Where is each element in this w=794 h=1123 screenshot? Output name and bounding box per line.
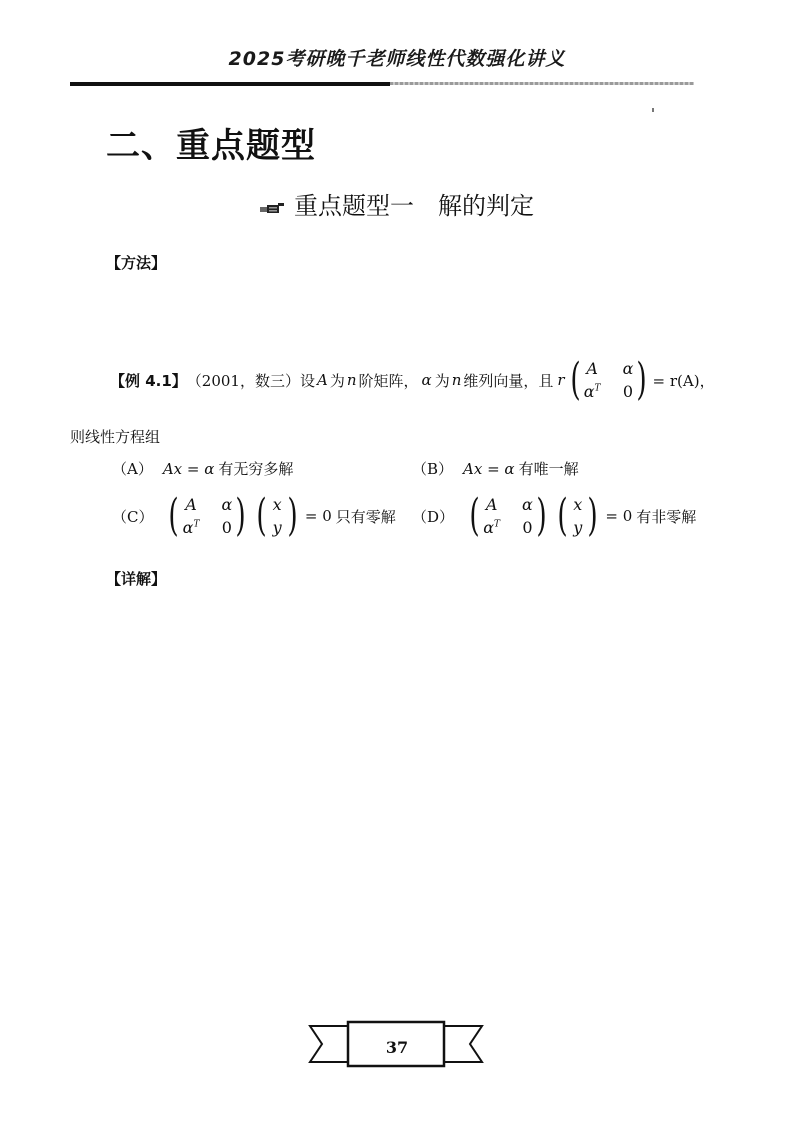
block-matrix [567,354,651,405]
text-fragment: 维列向量，且 [463,371,554,390]
solution-label: 【详解】 [106,570,167,588]
header-rule-thick [70,82,390,86]
matrix-cell: A [485,495,498,514]
rank-equation: = r(A)， [652,371,715,390]
example-continuation: 则线性方程组 [70,428,161,446]
scan-speck [652,108,654,112]
left-paren: ( [469,490,480,541]
option-label: （B） [412,460,454,478]
matrix-cell: A [185,495,197,514]
option-text: 只有零解 [335,507,396,526]
section-title: 二、重点题型 [106,126,316,166]
option-a [112,458,293,479]
vector-cell: x [573,495,583,514]
left-paren: ( [557,490,568,541]
method-label: 【方法】 [106,254,167,272]
var-n: n [451,371,462,389]
text-fragment: 阶矩阵， [358,371,419,390]
matrix-cell: A [586,359,598,378]
matrix-cell [584,382,601,401]
header-rule-thin [390,82,694,85]
rank-symbol: r [557,371,565,389]
text-fragment: 为 [329,371,345,390]
option-label: （D） [412,507,455,526]
vector-cell: y [573,518,583,537]
pointing-hand-icon [260,193,286,221]
left-paren: ( [168,490,180,541]
page-number: 37 [385,1038,409,1057]
right-paren: ) [536,490,547,541]
right-paren: ) [587,490,598,541]
block-matrix [466,490,550,541]
header-title: 2025考研晚千老师线性代数强化讲义 [228,48,566,70]
matrix-cell [483,518,500,537]
option-expr: Ax = α [463,459,515,478]
subsection-title: 重点题型一 解的判定 [294,192,534,220]
option-d [412,490,697,541]
left-paren: ( [569,354,581,405]
left-paren: ( [256,490,268,541]
block-matrix [165,490,249,541]
example-tag: 【例 4.1】 [110,371,187,390]
unknown-vector [554,490,601,541]
subsection-heading [0,186,794,221]
vector-cell: y [272,518,282,537]
matrix-cell-base: α [583,382,595,401]
var-alpha: α [421,371,432,389]
option-b [412,458,579,479]
example-statement [110,354,715,405]
option-text: 有无穷多解 [218,460,294,478]
matrix-cell: α [221,495,233,514]
transpose-sup: T [193,519,200,530]
option-text: 有非零解 [636,507,697,526]
option-c [112,490,396,541]
right-paren: ) [636,354,648,405]
option-label: （A） [112,460,153,478]
var-n: n [346,371,357,389]
matrix-cell [183,518,200,537]
right-paren: ) [287,490,298,541]
text-fragment: 设 [299,371,315,390]
option-expr: = 0 [605,507,633,525]
transpose-sup: T [494,519,501,530]
example-source: （2001，数三） [186,371,300,390]
option-expr: Ax = α [162,459,215,478]
var-A: A [317,371,328,389]
matrix-cell: α [522,495,533,514]
option-label: （C） [112,507,154,526]
unknown-vector [253,490,300,541]
matrix-cell-base: α [483,518,495,537]
matrix-cell: α [622,359,634,378]
text-fragment: 为 [434,371,450,390]
transpose-sup: T [594,383,601,394]
option-text: 有唯一解 [518,460,579,478]
right-paren: ) [235,490,247,541]
matrix-cell: 0 [221,518,232,537]
matrix-cell-base: α [182,518,194,537]
matrix-cell: 0 [622,382,634,401]
vector-cell: x [272,495,282,514]
matrix-cell: 0 [522,518,533,537]
option-expr: = 0 [304,507,332,525]
